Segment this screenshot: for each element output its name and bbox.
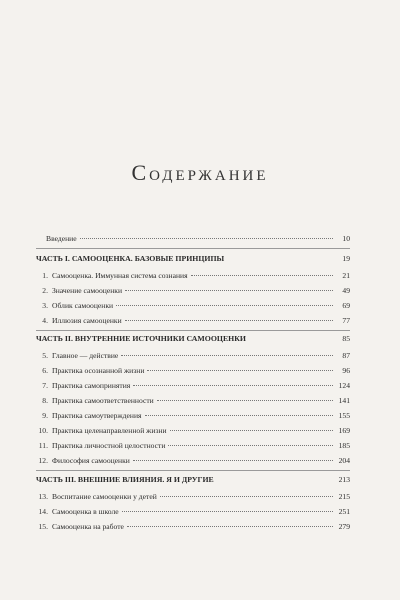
leader-dots [147, 370, 333, 371]
divider [36, 248, 350, 249]
chapter-number: 10. [38, 426, 48, 435]
chapter-number: 1. [42, 271, 48, 280]
toc-chapter[interactable] [36, 316, 350, 326]
chapter-title: Практика личностной целостности [52, 441, 166, 450]
toc-page: 213 [338, 475, 350, 484]
chapter-title: Воспитание самооценки у детей [52, 492, 157, 501]
toc-page: 279 [338, 522, 350, 531]
leader-dots [125, 290, 333, 291]
chapter-number: 4. [42, 316, 48, 325]
leader-dots [125, 320, 333, 321]
chapter-title: Значение самооценки [52, 286, 123, 295]
toc-page: 141 [338, 396, 350, 405]
toc-intro[interactable] [36, 234, 350, 244]
chapter-number: 5. [42, 351, 48, 360]
toc-page: 155 [338, 411, 350, 420]
chapter-title: Самооценка на работе [52, 522, 124, 531]
chapter-number: 3. [42, 301, 48, 310]
chapter-title: Самооценка в школе [52, 507, 119, 516]
toc-page: 10 [342, 234, 350, 243]
toc-chapter[interactable] [36, 396, 350, 406]
divider [36, 470, 350, 471]
leader-dots [168, 445, 333, 446]
toc-page: 85 [342, 334, 350, 343]
leader-dots [157, 400, 333, 401]
chapter-number: 9. [42, 411, 48, 420]
toc-chapter[interactable] [36, 301, 350, 311]
leader-dots [133, 460, 333, 461]
toc-page: 69 [342, 301, 350, 310]
chapter-number: 13. [38, 492, 48, 501]
leader-dots [121, 355, 333, 356]
leader-dots [127, 526, 333, 527]
chapter-number: 12. [38, 456, 48, 465]
toc-chapter[interactable] [36, 426, 350, 436]
leader-dots [122, 511, 333, 512]
chapter-title: Практика целенаправленной жизни [52, 426, 167, 435]
chapter-title: Философия самооценки [52, 456, 130, 465]
toc-page: 251 [338, 507, 350, 516]
leader-dots [160, 496, 333, 497]
leader-dots [170, 430, 333, 431]
toc-page: 77 [342, 316, 350, 325]
leader-dots [145, 415, 333, 416]
chapter-title: Облик самооценки [52, 301, 114, 310]
toc-chapter[interactable] [36, 507, 350, 517]
toc-page: 96 [342, 366, 350, 375]
page-title: Содержание [131, 160, 269, 185]
toc-part-label: ЧАСТЬ I. САМООЦЕНКА. БАЗОВЫЕ ПРИНЦИПЫ [36, 254, 225, 263]
toc-chapter[interactable] [36, 441, 350, 451]
chapter-title: Практика осознанной жизни [52, 366, 145, 375]
toc-page: 169 [338, 426, 350, 435]
toc-page: 124 [338, 381, 350, 390]
toc-page: 185 [338, 441, 350, 450]
toc-part-label: ЧАСТЬ III. ВНЕШНИЕ ВЛИЯНИЯ. Я И ДРУГИЕ [36, 475, 214, 484]
chapter-number: 7. [42, 381, 48, 390]
toc-page: 19 [342, 254, 350, 263]
chapter-title: Практика самоответственности [52, 396, 154, 405]
toc-chapter[interactable] [36, 411, 350, 421]
leader-dots [80, 238, 333, 239]
toc-page: 87 [342, 351, 350, 360]
chapter-number: 15. [38, 522, 48, 531]
toc-chapter[interactable] [36, 492, 350, 502]
toc-chapter[interactable] [36, 271, 350, 281]
chapter-number: 14. [38, 507, 48, 516]
leader-dots [191, 275, 333, 276]
toc-part[interactable] [36, 475, 350, 485]
toc-page: 49 [342, 286, 350, 295]
chapter-title: Иллюзия самооценки [52, 316, 122, 325]
toc-chapter[interactable] [36, 381, 350, 391]
divider [36, 330, 350, 331]
chapter-number: 6. [42, 366, 48, 375]
toc-part-label: ЧАСТЬ II. ВНУТРЕННИЕ ИСТОЧНИКИ САМООЦЕНКИ [36, 334, 246, 343]
toc-chapter[interactable] [36, 456, 350, 466]
toc-label: Введение [46, 234, 77, 243]
leader-dots [133, 385, 333, 386]
leader-dots [116, 305, 333, 306]
chapter-number: 11. [38, 441, 48, 450]
chapter-number: 2. [42, 286, 48, 295]
chapter-title: Практика самопринятия [52, 381, 131, 390]
toc-page: 204 [338, 456, 350, 465]
toc-page: 215 [338, 492, 350, 501]
toc-page: 21 [342, 271, 350, 280]
toc-chapter[interactable] [36, 366, 350, 376]
toc-chapter[interactable] [36, 522, 350, 532]
chapter-title: Самооценка. Иммунная система сознания [52, 271, 188, 280]
toc-part[interactable] [36, 334, 350, 344]
toc-part[interactable] [36, 254, 350, 264]
chapter-number: 8. [42, 396, 48, 405]
toc-chapter[interactable] [36, 286, 350, 296]
chapter-title: Главное — действие [52, 351, 119, 360]
chapter-title: Практика самоутверждения [52, 411, 142, 420]
toc-chapter[interactable] [36, 351, 350, 361]
